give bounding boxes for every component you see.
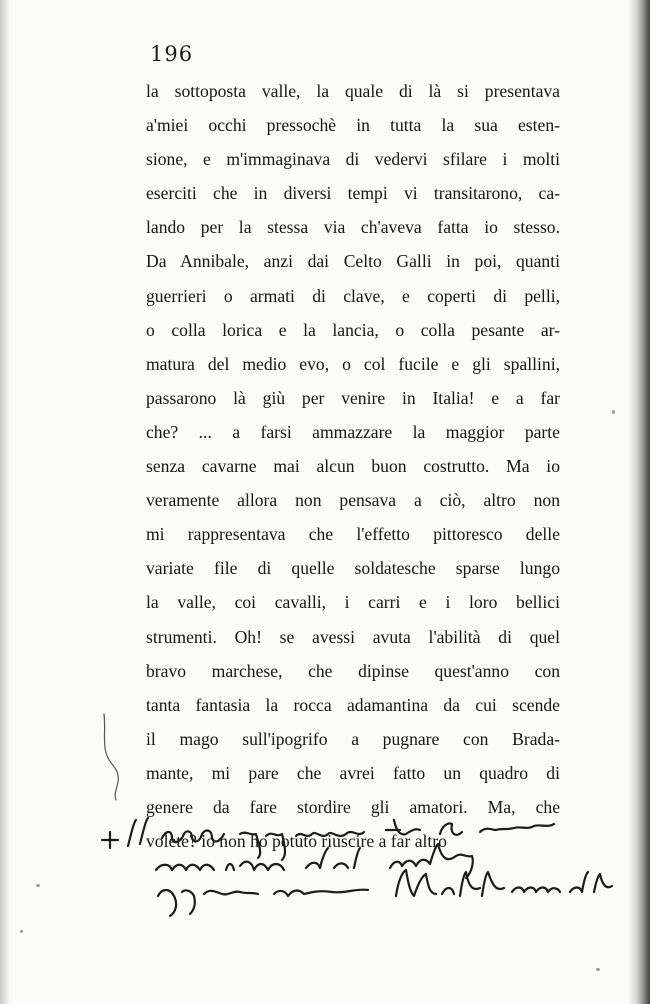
text-line: tanta fantasia la rocca adamantina da cui scende [146, 694, 560, 715]
text-line: lando per la stessa via ch'aveva fatta io stesso. [146, 217, 560, 238]
paper-speck [596, 968, 600, 971]
text-line: mante, mi pare che avrei fatto un quadro di [146, 762, 560, 783]
text-line: mi rappresentava che l'effetto pittoresco delle [146, 524, 560, 545]
text-line: Da Annibale, anzi dai Celto Galli in poi, quanti [146, 251, 560, 272]
text-line: senza cavarne mai alcun buon costrutto. Ma io [146, 456, 560, 477]
text-line: eserciti che in diversi tempi vi transitarono, ca- [146, 183, 560, 204]
text-line: passarono là giù per venire in Italia! e a far [146, 387, 560, 408]
text-line: bravo marchese, che dipinse quest'anno con [146, 660, 560, 681]
text-line: matura del medio evo, o col fucile e gli spallini, [146, 353, 560, 374]
handwritten-annotation [100, 800, 620, 920]
margin-pencil-mark [94, 712, 134, 802]
text-line: a'miei occhi pressochè in tutta la sua esten- [146, 115, 560, 136]
text-line: il mago sull'ipogrifo a pugnare con Brada- [146, 728, 560, 749]
page-left-edge [0, 0, 10, 1004]
text-line: genere da fare stordire gli amatori. Ma, che [146, 796, 560, 817]
text-line: sione, e m'immaginava di vedervi sfilare i molti [146, 149, 560, 170]
text-line: la sottoposta valle, la quale di là si presentava [146, 81, 560, 101]
text-line: guerrieri o armati di clave, e coperti di pelli, [146, 285, 560, 306]
paper-speck [20, 930, 23, 933]
text-line: la valle, coi cavalli, i carri e i loro bellici [146, 592, 560, 613]
text-line: o colla lorica e la lancia, o colla pesante ar- [146, 319, 560, 340]
page-right-edge-shadow [628, 0, 650, 1004]
text-line: che? ... a farsi ammazzare la maggior parte [146, 421, 560, 442]
page-number: 196 [150, 42, 194, 66]
text-line: strumenti. Oh! se avessi avuta l'abilità di quel [146, 626, 560, 647]
text-line: volete? io non ho potuto riuscire a far altro [146, 831, 447, 852]
text-line: variate file di quelle soldatesche sparse lungo [146, 558, 560, 579]
text-line: veramente allora non pensava a ciò, altro non [146, 490, 560, 511]
paper-speck [612, 410, 615, 414]
body-text [146, 74, 560, 858]
paper-speck [36, 884, 40, 887]
